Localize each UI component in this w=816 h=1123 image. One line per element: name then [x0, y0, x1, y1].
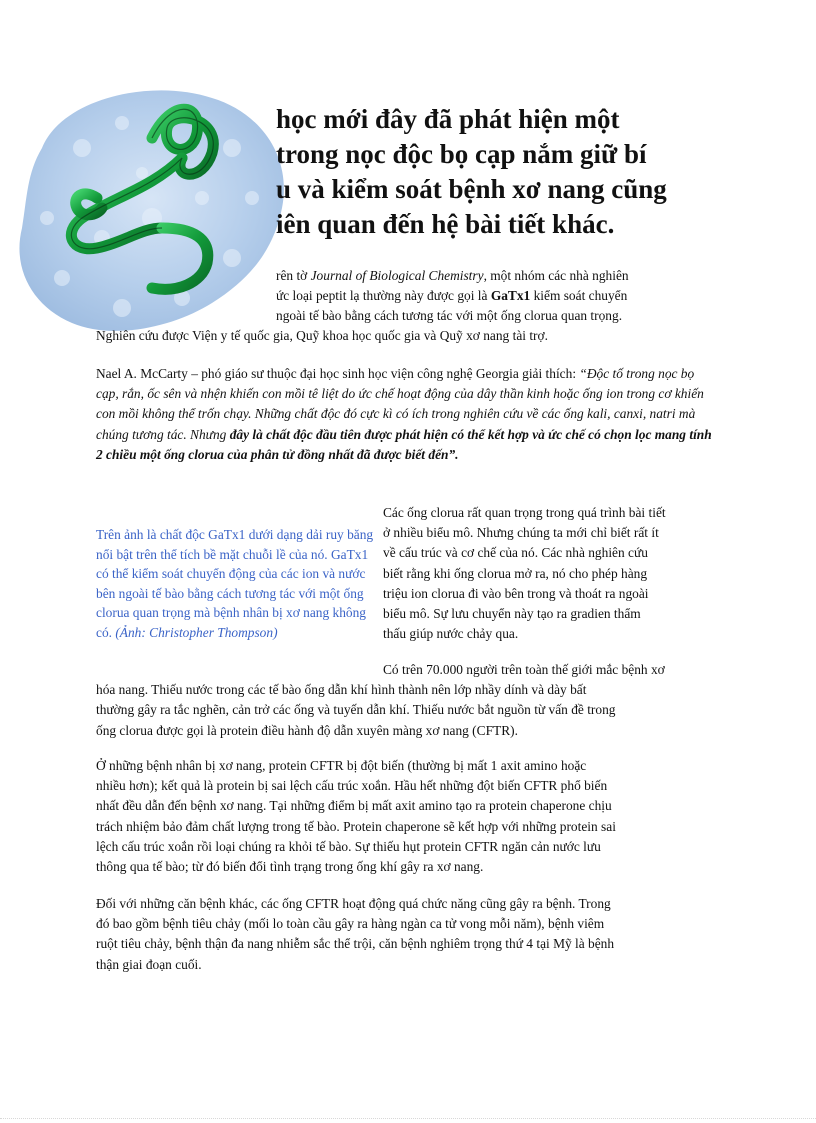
image-caption: [96, 525, 378, 642]
caption-credit: (Ảnh: Christopher Thompson): [115, 624, 278, 640]
paragraph-line: Đối với những căn bệnh khác, các ống CFTR hoạt động quá chức năng cũng gây ra bệnh. Trong: [96, 896, 611, 911]
paragraph-line: thông qua tế bào; từ đó biến đổi tình trạng trong ống khí gây ra xơ nang.: [96, 859, 484, 875]
headline-line: u và kiểm soát bệnh xơ nang cũng: [276, 174, 667, 204]
protein-ribbon-icon: [2, 78, 298, 340]
paragraph-line: thường gây ra tắc nghẽn, cản trở các ống và tuyến dẫn khí. Thiếu nước bắt nguồn từ vấn đề trong: [96, 702, 616, 718]
quote-italic: “Độc tố trong nọc bọ cạp, rắn, ốc sên và nhện khiến con mồi tê liệt do ức chế hoạt động của dây thần kinh hoặc ống ion trong cơ khiến con mồi không thể trốn chạy. Những chất độc đó cực kì có ích trong nghiên cứu về các ống kali, canxi, natri mà chúng tương tác. Nhưng: [96, 366, 704, 442]
cftr-mutation-paragraph: [96, 756, 718, 877]
paragraph-line: nhất đều dẫn đến bệnh xơ nang. Tại những điểm bị mất axit amino tạo ra protein chaperone chịu: [96, 798, 612, 814]
headline-line: trong nọc độc bọ cạp nắm giữ bí: [276, 139, 647, 169]
intro-text: kiểm soát chuyển: [530, 288, 628, 304]
protein-structure-image: [2, 78, 298, 340]
paragraph-line: lệch cấu trúc xoắn rồi loại chúng ra khỏi tế bào. Sự thiếu hụt protein CFTR ngăn cản nước lưu: [96, 838, 601, 854]
paragraph-line: trách nhiệm bảo đảm chất lượng trong tế bào. Protein chaperone sẽ kết hợp với những protein sai: [96, 818, 616, 834]
paragraph-line: Các ống clorua rất quan trọng trong quá trình bài tiết: [383, 505, 666, 520]
paragraph-line: thấu giúp nước chảy qua.: [383, 626, 519, 642]
paragraph-line: về cấu trúc và cơ chế của nó. Các nhà nghiên cứu: [383, 545, 648, 561]
intro-text: , một nhóm các nhà nghiên: [483, 268, 629, 283]
page-bottom-rule: [0, 1118, 816, 1119]
quote-speaker: Nael A. McCarty – phó giáo sư thuộc đại học sinh học viện công nghệ Georgia giải thích:: [96, 366, 580, 381]
paragraph-line: triệu ion clorua đi vào bên trong và thoát ra ngoài: [383, 585, 649, 601]
caption-text: Trên ảnh là chất độc GaTx1 dưới dạng dải ruy băng nổi bật trên thể tích bề mặt chuỗi lề của nó. GaTx1 có thể kiểm soát chuyển động của các ion và nước bên ngoài tế bào bằng cách tương tác với một ống clorua quan trọng mà bệnh nhân bị xơ nang không có.: [96, 527, 374, 640]
headline-line: iên quan đến hệ bài tiết khác.: [276, 209, 615, 239]
paragraph-line: nhiều hơn); kết quả là protein bị sai lệch cấu trúc xoắn. Hầu hết những đột biến CFTR phổ biến: [96, 778, 608, 794]
funding-line: Nghiên cứu được Viện y tế quốc gia, Quỹ khoa học quốc gia và Quỹ xơ nang tài trợ.: [96, 328, 548, 343]
intro-text: ngoài tế bào bằng cách tương tác với một ống clorua quan trọng.: [276, 308, 623, 324]
chloride-channel-paragraph: [383, 503, 718, 644]
paragraph-line: ở nhiều biểu mô. Nhưng chúng ta mới chỉ biết rất ít: [383, 525, 659, 541]
quote-bold: đây là chất độc đầu tiên được phát hiện có thể kết hợp và ức chế có chọn lọc mang tính 2 chiều một ống clorua của phân tử đồng nhất đã được biết đến”.: [96, 426, 712, 462]
headline-line: học mới đây đã phát hiện một: [276, 104, 620, 134]
quote-paragraph: [96, 364, 718, 465]
cystic-fibrosis-paragraph: [96, 660, 718, 741]
intro-paragraph: [276, 266, 716, 327]
peptide-name: GaTx1: [490, 288, 531, 304]
paragraph-line: thận giai đoạn cuối.: [96, 956, 202, 972]
paragraph-line: biết rằng khi ống clorua mở ra, nó cho phép hàng: [383, 565, 648, 581]
paragraph-line: ruột tiêu chảy, bệnh thận đa nang nhiễm sắc thể trội, căn bệnh nghiêm trọng thứ 4 tại Mỹ là bệnh: [96, 936, 615, 952]
paragraph-line: Có trên 70.000 người trên toàn thế giới mắc bệnh xơ: [383, 662, 665, 677]
other-diseases-paragraph: [96, 894, 718, 975]
paragraph-line: hóa nang. Thiếu nước trong các tế bào ống dẫn khí hình thành nên lớp nhầy dính và dày bất: [96, 682, 587, 698]
paragraph-line: biểu mô. Sự lưu chuyển này tạo ra gradien thẩm: [383, 606, 641, 622]
journal-name: Journal of Biological Chemistry: [310, 268, 484, 283]
paragraph-line: ống clorua được gọi là protein điều hành độ dẫn xuyên màng xơ nang (CFTR).: [96, 722, 518, 738]
intro-text: ức loại peptit lạ thường này được gọi là: [276, 288, 491, 304]
paragraph-line: đó bao gồm bệnh tiêu chảy (mối lo toàn cầu gây ra hàng ngàn ca tử vong mỗi năm), bệnh viêm: [96, 916, 605, 932]
headline: [276, 102, 746, 242]
paragraph-line: Ở những bệnh nhân bị xơ nang, protein CFTR bị đột biến (thường bị mất 1 axit amino hoặc: [96, 758, 587, 773]
intro-text: rên tờ: [276, 268, 311, 283]
